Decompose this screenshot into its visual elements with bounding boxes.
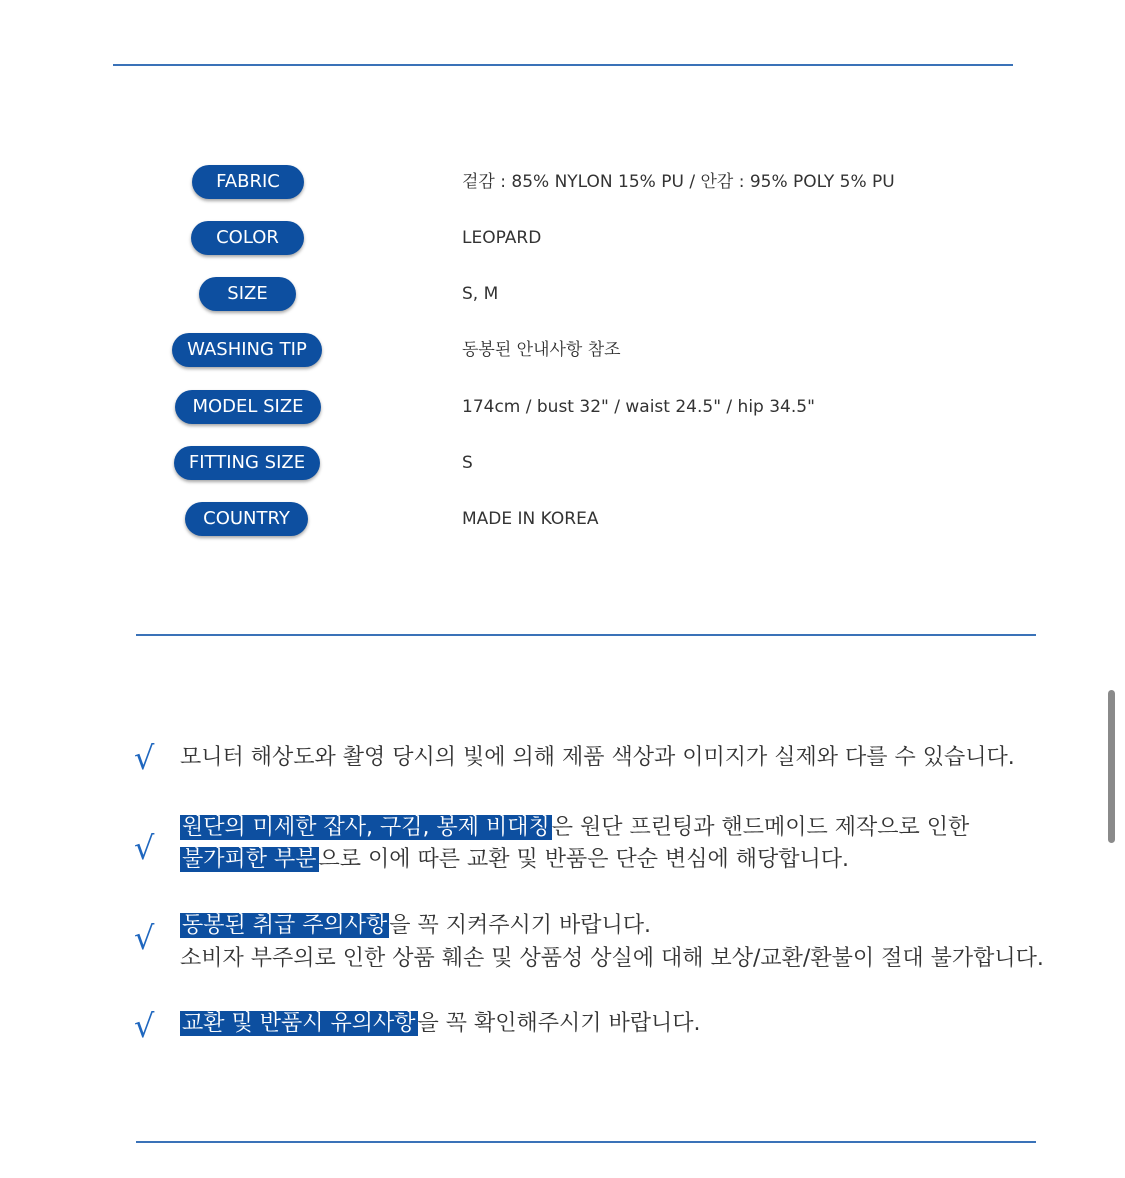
spec-label-size: SIZE	[199, 277, 296, 311]
spec-row-model-size	[0, 390, 1125, 424]
notice-text	[180, 812, 969, 844]
highlight-text: 불가피한 부분	[182, 847, 317, 872]
spec-row-country	[0, 502, 1125, 536]
spec-row-size	[0, 277, 1125, 311]
check-mark-icon: √	[134, 739, 155, 777]
middle-divider	[136, 634, 1036, 636]
spec-value-fitting-size: S	[462, 453, 473, 473]
spec-value-country: MADE IN KOREA	[462, 509, 599, 529]
notice-text-rest: 은 원단 프린팅과 핸드메이드 제작으로 인한	[551, 815, 970, 840]
spec-row-washing-tip	[0, 333, 1125, 367]
notice-text: 소비자 부주의로 인한 상품 훼손 및 상품성 상실에 대해 보상/교환/환불이 절대 불가합니다.	[180, 946, 1044, 971]
spec-label-fitting-size: FITTING SIZE	[174, 446, 320, 480]
spec-label-color: COLOR	[191, 221, 304, 255]
spec-row-color	[0, 221, 1125, 255]
check-mark-icon: √	[134, 1007, 155, 1045]
top-divider	[113, 64, 1013, 66]
spec-value-model-size: 174cm / bust 32" / waist 24.5" / hip 34.5"	[462, 397, 815, 417]
spec-label-model-size: MODEL SIZE	[175, 390, 321, 424]
highlight-text: 원단의 미세한 잡사, 구김, 봉제 비대칭	[182, 815, 550, 840]
spec-value-color: LEOPARD	[462, 228, 542, 248]
notice-text-rest: 으로 이에 따른 교환 및 반품은 단순 변심에 해당합니다.	[318, 847, 849, 872]
highlight-text: 교환 및 반품시 유의사항	[182, 1011, 416, 1036]
notice-text	[180, 844, 849, 876]
notice-text	[180, 1008, 701, 1040]
spec-label-fabric: FABRIC	[192, 165, 304, 199]
check-mark-icon: √	[134, 829, 155, 867]
notice-text-rest: 을 꼭 지켜주시기 바랍니다.	[389, 913, 652, 938]
bottom-divider	[136, 1141, 1036, 1143]
scrollbar-thumb[interactable]	[1108, 690, 1115, 843]
spec-label-washing-tip: WASHING TIP	[172, 333, 322, 367]
notice-text-rest: 을 꼭 확인해주시기 바랍니다.	[417, 1011, 701, 1036]
spec-row-fabric	[0, 165, 1125, 199]
highlight-text: 동봉된 취급 주의사항	[182, 913, 388, 938]
spec-label-country: COUNTRY	[185, 502, 308, 536]
notice-text: 모니터 해상도와 촬영 당시의 빛에 의해 제품 색상과 이미지가 실제와 다를 수 있습니다.	[180, 745, 1015, 770]
spec-value-washing-tip: 동봉된 안내사항 참조	[462, 340, 621, 360]
notice-text	[180, 910, 651, 942]
spec-value-fabric: 겉감 : 85% NYLON 15% PU / 안감 : 95% POLY 5% PU	[462, 172, 895, 192]
spec-row-fitting-size	[0, 446, 1125, 480]
spec-value-size: S, M	[462, 284, 499, 304]
check-mark-icon: √	[134, 919, 155, 957]
